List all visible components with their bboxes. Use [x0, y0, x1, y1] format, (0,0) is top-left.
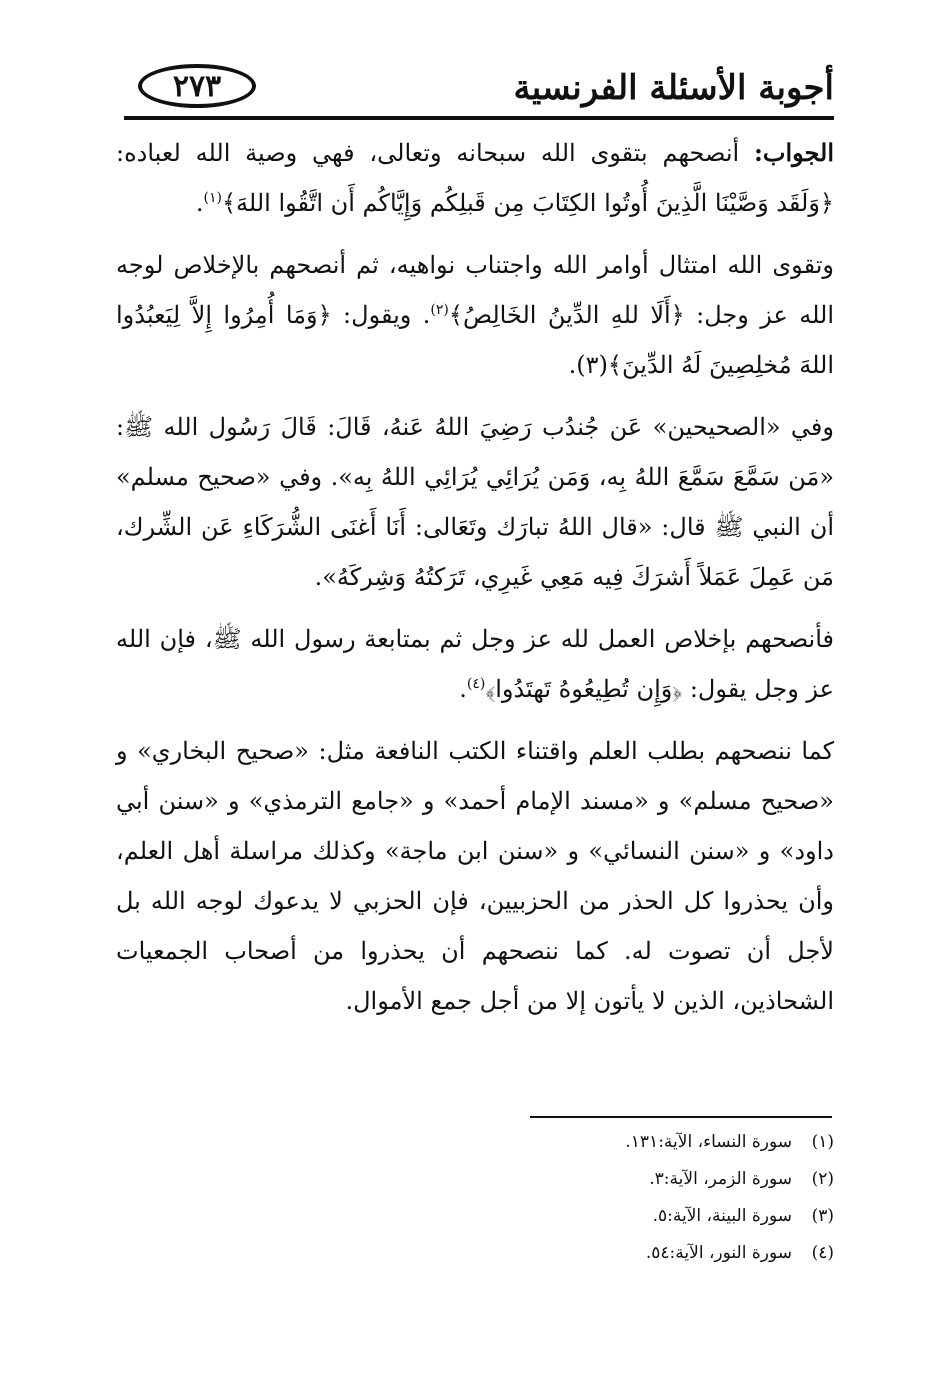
answer-label: الجواب:: [754, 138, 834, 167]
footnotes: [334, 1124, 834, 1272]
paragraph-text: كما ننصحهم بطلب العلم واقتناء الكتب النافعة مثل: «صحيح البخاري» و «صحيح مسلم» و «مسند الإمام أحمد» و «جامع الترمذي» و «سنن أبي داود» و «سنن النسائي» و «سنن ابن ماجة» وكذلك مراسلة أهل العلم، وأن يحذروا كل الحذر من الحزبيين، فإن الحزبي لا يدعوك لوجه الله بل لأجل أن تصوت له. كما ننصحهم أن يحذروا من أصحاب الجمعيات الشحاذين، الذين لا يأتون إلا من أجل جمع الأموال.: [116, 737, 834, 1015]
footnote-text: سورة البينة، الآية:٥.: [652, 1206, 792, 1226]
paragraph: [116, 128, 834, 228]
footnote-text: سورة النساء، الآية:١٣١.: [625, 1132, 792, 1152]
footnote-ref: (٤): [466, 676, 486, 692]
footnote-ref: (١): [203, 190, 222, 206]
paragraph: [116, 240, 834, 390]
header-divider: [124, 116, 834, 120]
paragraph: [116, 614, 834, 714]
paragraph: [116, 726, 834, 1026]
footnote-number: (٤): [811, 1243, 834, 1263]
paragraph-end: .: [195, 189, 204, 217]
main-text: [116, 128, 834, 1038]
footnote-text: سورة النور، الآية:٥٤.: [645, 1243, 792, 1263]
paragraph-text: فأنصحهم بإخلاص العمل لله عز وجل ثم بمتابعة رسول الله ﷺ، فإن الله عز وجل يقول: ﴿وَإِن تُطِيعُوهُ تَهتَدُوا﴾: [116, 625, 834, 703]
paragraph-end: . ويقول: ﴿وَمَا أُمِرُوا إِلاَّ لِيَعبُدُوا اللهَ مُخلِصِينَ لَهُ الدِّينَ﴾(٣).: [116, 301, 834, 379]
footnote: [334, 1235, 834, 1272]
footnote-text: سورة الزمر، الآية:٣.: [649, 1169, 792, 1189]
footnote-number: (٢): [811, 1169, 834, 1189]
footnote-divider: [530, 1116, 832, 1118]
page-number-badge: ٢٧٣: [138, 64, 256, 108]
footnote: [334, 1198, 834, 1235]
book-title: أجوبة الأسئلة الفرنسية: [513, 68, 834, 108]
footnote-number: (٣): [811, 1206, 834, 1226]
paragraph: [116, 402, 834, 602]
paragraph-text: أنصحهم بتقوى الله سبحانه وتعالى، فهي وصية الله لعباده: ﴿وَلَقَد وَصَّيْنَا الَّذِينَ أُوتُوا الكِتَابَ مِن قَبلِكُم وَإِيَّاكُم أَن اتَّقُوا اللهَ﴾: [116, 139, 834, 217]
footnote: [334, 1161, 834, 1198]
footnote: [334, 1124, 834, 1161]
paragraph-text: وتقوى الله امتثال أوامر الله واجتناب نواهيه، ثم أنصحهم بالإخلاص لوجه الله عز وجل: ﴿أَلَا للهِ الدِّينُ الخَالِصُ﴾: [116, 251, 834, 329]
paragraph-end: .: [459, 675, 467, 703]
page-header: [122, 58, 834, 118]
paragraph-text: وفي «الصحيحين» عَن جُندُب رَضِيَ اللهُ عَنهُ، قَالَ: قَالَ رَسُول الله ﷺ: «مَن سَمَّعَ سَمَّعَ اللهُ بِه، وَمَن يُرَائِي يُرَائِي اللهُ بِه». وفي «صحيح مسلم» أن النبي ﷺ قال: «قال اللهُ تبارَك وتَعَالى: أَنَا أَغنَى الشُّرَكَاءِ عَن الشِّرك، مَن عَمِلَ عَمَلاً أَشرَكَ فِيه مَعِي غَيرِي، تَرَكتُهُ وَشِركَهُ».: [116, 413, 834, 591]
footnote-number: (١): [811, 1132, 834, 1152]
footnote-ref: (٢): [430, 302, 449, 318]
